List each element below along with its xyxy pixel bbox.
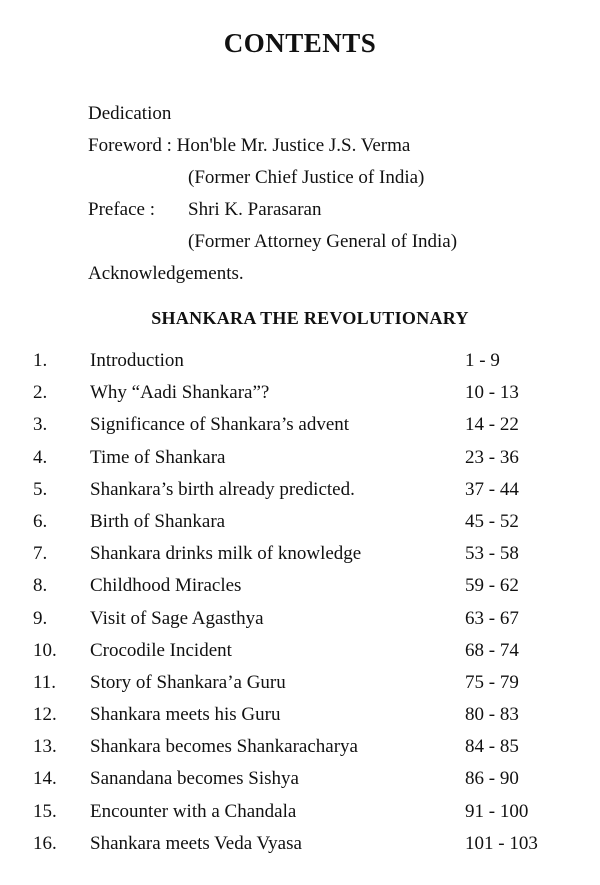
toc-entry <box>0 409 600 441</box>
entry-number: 7. <box>33 543 48 565</box>
entry-pages: 53 - 58 <box>465 543 519 565</box>
entry-title: Encounter with a Chandala <box>90 800 297 822</box>
toc-entry <box>0 796 600 828</box>
entry-pages: 84 - 85 <box>465 736 519 758</box>
entry-number: 1. <box>33 350 48 371</box>
entry-pages: 91 - 100 <box>465 800 529 822</box>
toc-entry <box>0 763 600 795</box>
toc-entry <box>0 442 600 474</box>
entry-number: 12. <box>33 704 57 726</box>
entry-pages: 80 - 83 <box>465 704 519 726</box>
entry-title: Introduction <box>90 350 184 371</box>
entry-title: Story of Shankara’a Guru <box>90 671 286 693</box>
toc-list <box>0 345 600 860</box>
toc-entry <box>0 699 600 731</box>
entry-title: Shankara meets Veda Vyasa <box>90 832 302 854</box>
preface-label: Preface : <box>88 199 155 220</box>
entry-title: Sanandana becomes Sishya <box>90 768 299 790</box>
dedication-label: Dedication <box>88 103 172 124</box>
entry-title: Shankara becomes Shankaracharya <box>90 736 358 758</box>
foreword-note: (Former Chief Justice of India) <box>188 167 425 188</box>
entry-title: Visit of Sage Agasthya <box>90 607 264 629</box>
entry-number: 6. <box>33 510 48 532</box>
toc-entry <box>0 345 600 377</box>
toc-entry <box>0 377 600 409</box>
section-heading: SHANKARA THE REVOLUTIONARY <box>151 308 469 328</box>
entry-title: Why “Aadi Shankara”? <box>90 382 270 404</box>
entry-pages: 45 - 52 <box>465 510 519 532</box>
front-matter-dedication <box>88 98 171 130</box>
entry-pages: 10 - 13 <box>465 382 519 404</box>
entry-pages: 23 - 36 <box>465 446 519 468</box>
entry-number: 10. <box>33 639 57 661</box>
front-matter-preface <box>88 194 322 226</box>
page-title: CONTENTS <box>223 28 377 58</box>
entry-title: Crocodile Incident <box>90 639 232 661</box>
entry-title: Shankara drinks milk of knowledge <box>90 543 362 565</box>
toc-entry <box>0 603 600 635</box>
acknowledgements-label: Acknowledgements. <box>88 263 244 284</box>
toc-entry <box>0 538 600 570</box>
entry-number: 3. <box>33 414 48 436</box>
entry-pages: 86 - 90 <box>465 768 519 790</box>
preface-name: Shri K. Parasaran <box>188 199 322 220</box>
entry-pages: 68 - 74 <box>465 639 519 661</box>
entry-pages: 37 - 44 <box>465 478 519 500</box>
toc-entry <box>0 635 600 667</box>
entry-title: Shankara meets his Guru <box>90 704 281 726</box>
front-matter-acknowledgements <box>88 258 244 290</box>
entry-pages: 14 - 22 <box>465 414 519 436</box>
entry-title: Time of Shankara <box>90 446 226 468</box>
toc-entry <box>0 667 600 699</box>
entry-pages: 63 - 67 <box>465 607 519 629</box>
entry-title: Childhood Miracles <box>90 575 242 597</box>
entry-pages: 1 - 9 <box>465 350 500 371</box>
entry-title: Significance of Shankara’s advent <box>90 414 350 436</box>
entry-number: 16. <box>33 832 57 854</box>
toc-entry <box>0 828 600 860</box>
preface-note: (Former Attorney General of India) <box>188 231 458 252</box>
entry-number: 4. <box>33 446 48 468</box>
entry-title: Shankara’s birth already predicted. <box>90 478 355 500</box>
entry-number: 11. <box>33 671 57 693</box>
entry-number: 15. <box>33 800 57 822</box>
entry-number: 8. <box>33 575 48 597</box>
toc-entry <box>0 731 600 763</box>
entry-number: 2. <box>33 382 48 404</box>
toc-entry <box>0 506 600 538</box>
entry-pages: 75 - 79 <box>465 671 519 693</box>
front-matter-foreword <box>88 130 410 162</box>
entry-pages: 101 - 103 <box>465 832 538 854</box>
entry-title: Birth of Shankara <box>90 510 226 532</box>
entry-number: 5. <box>33 478 48 500</box>
entry-number: 13. <box>33 736 57 758</box>
entry-pages: 59 - 62 <box>465 575 519 597</box>
toc-entry <box>0 474 600 506</box>
entry-number: 14. <box>33 768 57 790</box>
entry-number: 9. <box>33 607 48 629</box>
toc-entry <box>0 570 600 602</box>
foreword-label: Foreword : Hon'ble Mr. Justice J.S. Verma <box>88 135 411 156</box>
